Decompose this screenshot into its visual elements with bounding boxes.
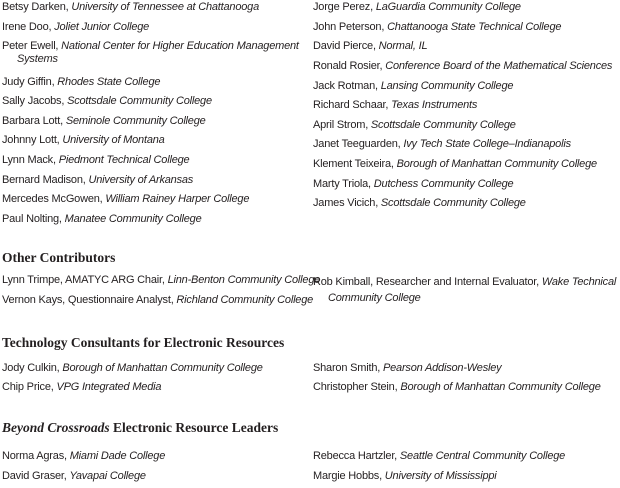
person-name: April Strom, bbox=[313, 119, 371, 131]
list-item bbox=[2, 95, 317, 108]
list-item bbox=[2, 154, 317, 167]
list-item bbox=[313, 197, 620, 210]
list-item bbox=[2, 362, 322, 375]
person-affiliation: Chattanooga State Technical College bbox=[387, 21, 562, 33]
person-name: Rebecca Hartzler, bbox=[313, 450, 400, 462]
person-affiliation: Scottsdale Community College bbox=[67, 95, 212, 107]
person-name: Margie Hobbs, bbox=[313, 470, 385, 482]
person-affiliation: Lansing Community College bbox=[380, 80, 514, 92]
person-affiliation: Rhodes State College bbox=[57, 76, 161, 88]
list-item bbox=[2, 174, 317, 187]
list-item bbox=[2, 274, 322, 287]
person-affiliation: University of Mississippi bbox=[384, 470, 497, 482]
list-item bbox=[313, 21, 620, 34]
list-item bbox=[2, 193, 317, 206]
list-item bbox=[313, 362, 620, 375]
person-name: Johnny Lott, bbox=[2, 134, 63, 146]
person-affiliation: Richland Community College bbox=[176, 294, 314, 306]
person-name: Chip Price, bbox=[2, 381, 57, 393]
list-item bbox=[313, 470, 620, 483]
person-name: Marty Triola, bbox=[313, 178, 374, 190]
person-name: David Graser, bbox=[2, 470, 70, 482]
person-affiliation: University of Tennessee at Chattanooga bbox=[71, 1, 260, 13]
list-item bbox=[313, 381, 620, 394]
person-affiliation: VPG Integrated Media bbox=[56, 381, 162, 393]
person-affiliation: Manatee Community College bbox=[64, 213, 202, 225]
person-name: Jorge Perez, bbox=[313, 1, 376, 13]
list-item bbox=[2, 76, 317, 89]
person-affiliation: Piedmont Technical College bbox=[58, 154, 190, 166]
person-name: John Peterson, bbox=[313, 21, 388, 33]
person-affiliation: Joliet Junior College bbox=[54, 21, 150, 33]
person-name: Betsy Darken, bbox=[2, 1, 72, 13]
person-name: Paul Nolting, bbox=[2, 213, 65, 225]
person-name: Janet Teeguarden, bbox=[313, 138, 404, 150]
person-name: Jack Rotman, bbox=[313, 80, 381, 92]
list-item bbox=[2, 294, 322, 307]
person-name: Lynn Mack, bbox=[2, 154, 59, 166]
person-affiliation: Seminole Community College bbox=[65, 115, 206, 127]
person-name: Ronald Rosier, bbox=[313, 60, 386, 72]
list-item bbox=[313, 99, 620, 112]
person-affiliation: Texas Instruments bbox=[391, 99, 478, 111]
person-affiliation: Seattle Central Community College bbox=[399, 450, 566, 462]
person-name: Irene Doo, bbox=[2, 21, 55, 33]
person-affiliation: Conference Board of the Mathematical Sciences bbox=[385, 60, 613, 72]
person-affiliation: William Rainey Harper College bbox=[105, 193, 250, 205]
list-item bbox=[2, 40, 312, 66]
list-item bbox=[313, 138, 620, 151]
person-affiliation: University of Arkansas bbox=[88, 174, 194, 186]
list-item bbox=[313, 178, 620, 191]
list-item bbox=[2, 381, 322, 394]
person-affiliation: Miami Dade College bbox=[69, 450, 166, 462]
list-item bbox=[313, 1, 620, 14]
list-item bbox=[2, 115, 317, 128]
person-affiliation: Borough of Manhattan Community College bbox=[62, 362, 263, 374]
list-item bbox=[2, 213, 317, 226]
person-name: Christopher Stein, bbox=[313, 381, 401, 393]
person-name: Jody Culkin, bbox=[2, 362, 63, 374]
person-affiliation: Dutchess Community College bbox=[373, 178, 514, 190]
person-name: Judy Giffin, bbox=[2, 76, 58, 88]
person-affiliation: National Center for Higher Education Management Systems bbox=[17, 40, 299, 65]
list-item bbox=[313, 158, 620, 171]
person-name: Norma Agras, bbox=[2, 450, 70, 462]
person-affiliation: Scottsdale Community College bbox=[370, 119, 516, 131]
person-name: Mercedes McGowen, bbox=[2, 193, 106, 205]
section-heading-resource-leaders bbox=[2, 420, 278, 436]
person-name: Barbara Lott, bbox=[2, 115, 66, 127]
list-item bbox=[2, 470, 322, 483]
section-heading-other-contributors: Other Contributors bbox=[2, 250, 116, 265]
person-affiliation: Yavapai College bbox=[69, 470, 146, 482]
person-name: Bernard Madison, bbox=[2, 174, 89, 186]
list-item bbox=[313, 40, 620, 53]
list-item bbox=[313, 80, 620, 93]
person-name: David Pierce, bbox=[313, 40, 379, 52]
person-name: Rob Kimball, Researcher and Internal Evaluator, bbox=[313, 276, 542, 288]
person-affiliation: Scottsdale Community College bbox=[380, 197, 526, 209]
section-heading-technology-consultants: Technology Consultants for Electronic Resources bbox=[2, 335, 285, 350]
list-item bbox=[2, 134, 317, 147]
list-item bbox=[2, 1, 317, 14]
person-affiliation: Borough of Manhattan Community College bbox=[396, 158, 597, 170]
person-name: Vernon Kays, Questionnaire Analyst, bbox=[2, 294, 177, 306]
person-name: Lynn Trimpe, AMATYC ARG Chair, bbox=[2, 274, 168, 286]
person-name: Klement Teixeira, bbox=[313, 158, 397, 170]
person-affiliation: Borough of Manhattan Community College bbox=[400, 381, 601, 393]
list-item bbox=[2, 21, 317, 34]
person-affiliation: Ivy Tech State College–Indianapolis bbox=[403, 138, 571, 150]
person-affiliation: Wake Technical Community College bbox=[328, 276, 617, 304]
person-affiliation: Linn-Benton Community College bbox=[167, 274, 321, 286]
heading-italic-part: Beyond Crossroads bbox=[2, 420, 110, 435]
list-item bbox=[313, 274, 620, 306]
list-item bbox=[313, 450, 620, 463]
person-name: James Vicich, bbox=[313, 197, 381, 209]
list-item bbox=[313, 60, 620, 73]
person-affiliation: Normal, IL bbox=[378, 40, 428, 52]
person-affiliation: University of Montana bbox=[62, 134, 165, 146]
person-affiliation: LaGuardia Community College bbox=[375, 1, 521, 13]
list-item bbox=[2, 450, 322, 463]
list-item bbox=[313, 119, 620, 132]
person-name: Peter Ewell, bbox=[2, 40, 62, 52]
heading-rest-part: Electronic Resource Leaders bbox=[109, 420, 279, 435]
person-affiliation: Pearson Addison-Wesley bbox=[382, 362, 502, 374]
person-name: Richard Schaar, bbox=[313, 99, 392, 111]
person-name: Sharon Smith, bbox=[313, 362, 383, 374]
person-name: Sally Jacobs, bbox=[2, 95, 68, 107]
